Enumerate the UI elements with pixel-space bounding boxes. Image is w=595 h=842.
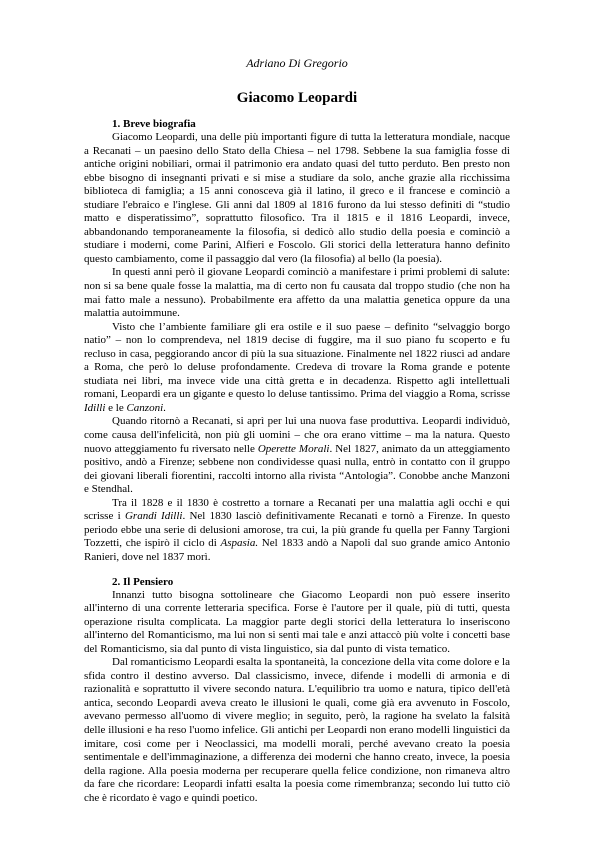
author-name: Adriano Di Gregorio	[246, 56, 348, 70]
paragraph: Dal romanticismo Leopardi esalta la spontaneità, la concezione della vita come dolore e la sfida contro il destino avverso. Dal classicismo, invece, difende i modelli di armonia e di razionalità e soprattutto il vivere secondo natura. L'equilibrio tra uomo e natura, tipico dell'età antica, secondo Leopardi aveva creato le illusioni le quali, come già era avvenuto in Foscolo, avevano permesso all'uomo di vivere meglio; in seguito, però, la ragione ha svelato la falsità delle illusioni e ha reso l'uomo infelice. Gli antichi per Leopardi non erano modelli linguistici da imitare, così come per i Neoclassici, ma modelli morali, perché avevano creato la poesia sentimentale e dell'immaginazione, a differenza dei moderni che hanno creato, invece, la poesia della ragione. Alla poesia moderna per recuperare quella felice condizione, non rimaneva altro da fare che ricordare: Leopardi infatti esalta la poesia come rimembranza; secondo lui tutto ciò che è ricordato è vago e quindi poetico.	[84, 656, 510, 804]
paragraph: In questi anni però il giovane Leopardi cominciò a manifestare i primi problemi di salute: non si sa bene quale fosse la malattia, ma di certo non fu causata dal troppo studio (che non ha mai fatto male a nessuno). Probabilmente era affetto da una malattia genetica oppure da una malattia autoimmune.	[84, 266, 510, 320]
document-title: Giacomo Leopardi	[236, 90, 358, 106]
paragraph: Innanzi tutto bisogna sottolineare che Giacomo Leopardi non può essere inserito all'interno di una corrente letteraria specifica. Forse è l'autore per il quale, più di tutti, questa operazione risulta complicata. La maggior parte degli storici della letteratura lo inseriscono all'interno del Romanticismo, ma lui non si sentì mai tale e anzi attaccò più volte i concetti base del Romanticismo, sia dal punto di vista linguistico, sia dal punto di vista tematico.	[84, 588, 510, 655]
italic-title: Aspasia.	[220, 537, 259, 550]
section-pensiero	[84, 575, 510, 806]
section-heading: 2. Il Pensiero	[112, 575, 174, 588]
paragraph: Visto che l’ambiente familiare gli era ostile e il suo paese – definito “selvaggio borgo natio” – non lo comprendeva, nel 1819 decise di fuggire, ma il suo piano fu scoperto e fu recluso in casa, peggiorando ancor di più la sua situazione. Finalmente nel 1822 riuscì ad andare a Roma, che però lo deluse profondamente. Credeva di trovare la Roma grande e potente studiata nei libri, ma invece vide una città gretta e in decadenza. Rispetto agli intellettuali romani, Leopardi era un gigante e questo lo deluse tantissimo. Prima del viaggio a Roma, scrisse Idilli e le Canzoni.	[84, 320, 510, 414]
paragraph: Tra il 1828 e il 1830 è costretto a tornare a Recanati per una malattia agli occhi e qui scrisse i Grandi Idilli. Nel 1830 lasciò definitivamente Recanati e tornò a Firenze. In questo periodo ebbe una serie di delusioni amorose, tra cui, la più grande fu quella per Fanny Targioni Tozzetti, che ispirò il ciclo di Aspasia. Nel 1833 andò a Napoli dal suo grande amico Antonio Ranieri, dove nel 1837 morì.	[84, 496, 511, 563]
section-heading: 1. Breve biografia	[112, 118, 196, 130]
italic-title: Operette Morali	[257, 442, 330, 455]
paragraph: Quando ritornò a Recanati, si aprì per lui una nuova fase produttiva. Leopardi individuò, come causa dell'infelicità, non più gli uomini – che ora erano vittime – ma la natura. Questo nuovo atteggiamento fu riversato nelle Operette Morali. Nel 1827, animato da un atteggiamento positivo, andò a Firenze; sebbene non condividesse quasi nulla, entrò in contatto con il gruppo dei giovani liberali fiorentini, raccolti intorno alla rivista “Antologia”. Conobbe anche Manzoni e Stendhal.	[84, 415, 510, 496]
section-biografia	[84, 117, 510, 565]
paragraph: Giacomo Leopardi, una delle più importanti figure di tutta la letteratura mondiale, nacque a Recanati – un paesino dello Stato della Chiesa – nel 1798. Sebbene la sua famiglia fosse di antiche origini nobiliari, ormai il patrimonio era andato quasi del tutto perduto. Ben presto non ebbe bisogno di insegnanti privati e si mise a studiare da solo, anche grazie alla ricchissima biblioteca di famiglia; a 15 anni conosceva già il latino, il greco e il francese e cominciò a studiare l'ebraico e l'inglese. Gli anni dal 1809 al 1816 furono da lui stesso definiti di “studio matto e disperatissimo”, soprattutto filosofico. Tra il 1815 e il 1816 Leopardi, invece, abbandonando temporaneamente la filosofia, si dedicò allo studio della poesia e cominciò a studiare i moderni, come Parini, Alfieri e Foscolo. Gli storici della letteratura hanno definito questo cambiamento, come il passaggio dal vero (la filosofia) al bello (la poesia).	[84, 131, 510, 265]
document-page	[84, 56, 510, 805]
italic-title: Idilli	[84, 401, 106, 414]
italic-title: Canzoni	[126, 401, 164, 414]
italic-title: Grandi Idilli	[124, 510, 183, 523]
